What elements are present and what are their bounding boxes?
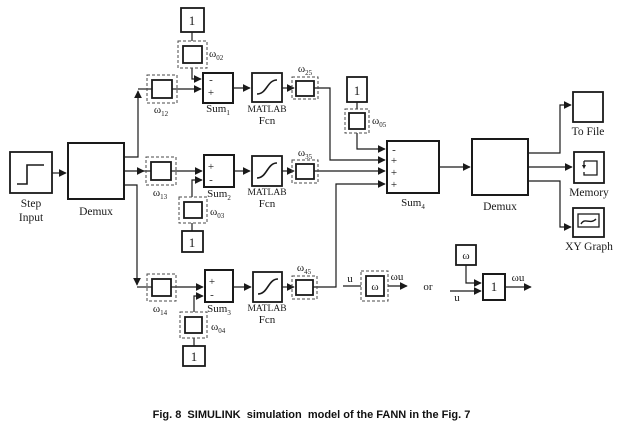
- w05-box: [349, 113, 365, 129]
- sum4-label: Sum$_4$: [401, 197, 425, 211]
- w02-box: [183, 46, 202, 63]
- demux1-box: [68, 143, 124, 199]
- block-weight-w13: [146, 157, 176, 201]
- figure-caption: Fig. 8 SIMULINK simulation model of the FANN in the Fig. 7: [152, 409, 471, 421]
- w14-label: $\omega_{14}$: [152, 303, 168, 317]
- w25-label: $\omega_{25}$: [297, 63, 313, 77]
- block-weight-w03: [179, 197, 225, 223]
- sum2-sign-bottom: -: [209, 174, 213, 186]
- w04-box: [185, 317, 202, 333]
- w45-box: [296, 280, 313, 295]
- fcn3-label-1: MATLAB: [247, 304, 287, 314]
- w13-box: [151, 162, 171, 180]
- legend-expanded-gain: [454, 245, 525, 304]
- block-weight-w12: [147, 75, 177, 118]
- block-weight-w02: [178, 41, 224, 68]
- w03-box: [184, 202, 202, 218]
- demux2-box: [472, 139, 528, 195]
- legend-wu2-label: ωu: [511, 272, 525, 284]
- memory-box: [574, 152, 604, 183]
- w12-label: $\omega_{12}$: [153, 104, 169, 118]
- fcn1-label-1: MATLAB: [247, 105, 287, 115]
- w35-box: [296, 164, 314, 179]
- to-file-box: [573, 92, 603, 122]
- sum1-label: Sum$_1$: [206, 103, 230, 117]
- block-weight-w25: [292, 63, 318, 99]
- memory-label: Memory: [569, 187, 609, 199]
- block-step-input: [10, 152, 52, 224]
- block-sum-4: [387, 141, 439, 211]
- w04-label: $\omega_{04}$: [211, 321, 226, 335]
- w02-label: $\omega_{02}$: [209, 48, 224, 62]
- block-weight-w45: [292, 262, 317, 299]
- sum4-sign-1: -: [392, 144, 396, 156]
- legend-u-label: u: [347, 273, 353, 285]
- block-sum-3: [205, 270, 233, 317]
- sum3-sign-top: +: [208, 276, 216, 288]
- sum4-sign-2: +: [390, 155, 398, 167]
- block-constant-04: [183, 346, 205, 366]
- sum3-label: Sum$_3$: [207, 303, 231, 317]
- block-xy-graph: [565, 208, 613, 253]
- block-matlab-fcn-1: [247, 73, 286, 127]
- sum1-sign-bottom: +: [207, 87, 215, 99]
- to-file-label: To File: [571, 126, 605, 138]
- legend-u2-label: u: [454, 292, 460, 304]
- block-to-file: [572, 92, 605, 138]
- constant05-value: 1: [353, 83, 361, 98]
- fcn3-label-2: Fcn: [258, 314, 276, 326]
- fcn2-label-1: MATLAB: [247, 188, 287, 198]
- step-input-label-1: Step: [20, 198, 42, 210]
- legend-omega-source-label: ω: [462, 250, 470, 262]
- block-matlab-fcn-2: [247, 156, 286, 210]
- sum4-sign-3: +: [390, 167, 398, 179]
- block-matlab-fcn-3: [247, 272, 286, 326]
- block-sum-1: [203, 73, 233, 117]
- block-sum-2: [204, 155, 234, 202]
- constant02-value: 1: [188, 13, 196, 28]
- w03-label: $\omega_{03}$: [210, 206, 225, 220]
- block-weight-w14: [147, 274, 176, 317]
- block-demux-1: [68, 143, 124, 218]
- xy-graph-label: XY Graph: [565, 241, 613, 253]
- block-weight-w35: [292, 147, 318, 183]
- block-weight-w05: [345, 109, 387, 133]
- w14-box: [152, 279, 171, 296]
- block-memory: [569, 152, 609, 199]
- block-constant-02: [181, 8, 204, 32]
- sum3-sign-bottom: -: [210, 289, 214, 301]
- demux1-label: Demux: [79, 206, 113, 218]
- w13-label: $\omega_{13}$: [152, 187, 168, 201]
- step-input-box: [10, 152, 52, 193]
- step-input-label-2: Input: [18, 212, 44, 224]
- block-constant-03: [182, 231, 203, 252]
- legend-omega-label: ω: [371, 281, 379, 293]
- w35-label: $\omega_{35}$: [297, 147, 313, 161]
- block-demux-2: [472, 139, 528, 213]
- fcn1-label-2: Fcn: [258, 115, 276, 127]
- sum2-label: Sum$_2$: [207, 188, 231, 202]
- block-constant-05: [347, 77, 367, 102]
- w25-box: [296, 81, 314, 96]
- w12-box: [152, 80, 172, 98]
- sum1-sign-top: -: [209, 74, 213, 86]
- constant04-value: 1: [190, 349, 198, 364]
- w05-label: $\omega_{05}$: [372, 115, 387, 129]
- constant03-value: 1: [188, 235, 196, 250]
- fcn2-label-2: Fcn: [258, 198, 276, 210]
- demux2-label: Demux: [483, 201, 517, 213]
- sum4-sign-4: +: [390, 179, 398, 191]
- legend-wu-label: ωu: [390, 271, 404, 283]
- legend-gain-value: 1: [490, 279, 498, 294]
- legend-or-label: or: [423, 281, 433, 293]
- w45-label: $\omega_{45}$: [296, 262, 312, 276]
- sum2-sign-top: +: [207, 161, 215, 173]
- block-weight-w04: [180, 312, 226, 338]
